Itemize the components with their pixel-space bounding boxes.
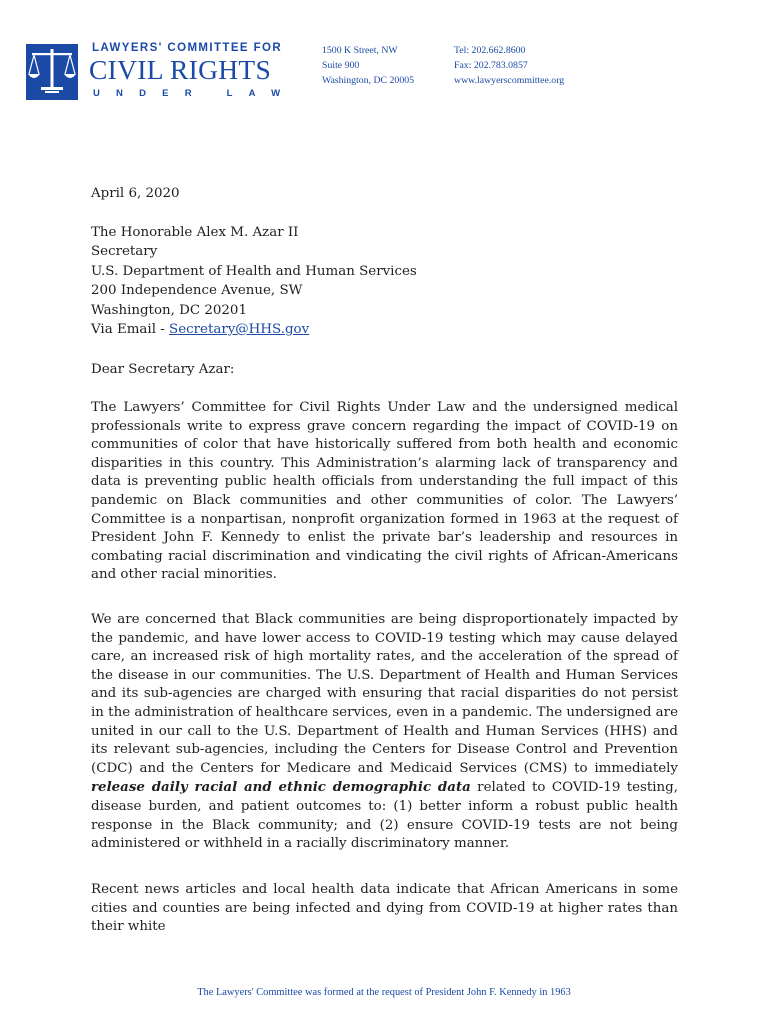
body-paragraph-2 — [91, 611, 678, 854]
paragraph-2-text-after: related to COVID-19 testing, disease burden, and patient outcomes to: (1) better inform a robust public health response in the Black community; and (2) ensure COVID-19 tests are not being administered or withheld in a racially discriminatory manner. — [91, 780, 678, 852]
scales-of-justice-icon — [26, 44, 78, 100]
letterhead-footer: The Lawyers' Committee was formed at the request of President John F. Kennedy in 1963 — [197, 987, 571, 998]
recipient-street: 200 Independence Avenue, SW — [91, 283, 303, 299]
organization-logo — [26, 42, 297, 104]
contact-phone: Tel: 202.662.8600 — [454, 45, 526, 56]
recipient-email-line — [91, 321, 417, 340]
contact-fax: Fax: 202.783.0857 — [454, 60, 528, 71]
address-line: Suite 900 — [322, 60, 360, 71]
recipient-city: Washington, DC 20201 — [91, 302, 247, 318]
address-line: 1500 K Street, NW — [322, 45, 398, 56]
logo-org-line2: CIVIL RIGHTS — [89, 54, 272, 85]
paragraph-2-emphasis: release daily racial and ethnic demographic data — [91, 779, 471, 796]
contact-website[interactable]: www.lawyerscommittee.org — [454, 75, 565, 86]
logo-org-line3: UNDER LAW — [93, 88, 297, 99]
recipient-department: U.S. Department of Health and Human Services — [91, 263, 417, 279]
letterhead-contact — [454, 43, 564, 88]
recipient-block — [91, 224, 417, 340]
logo-org-line1: LAWYERS' COMMITTEE FOR — [92, 42, 283, 54]
email-prefix: Via Email - — [91, 321, 170, 337]
paragraph-2-text-before: We are concerned that Black communities are being disproportionately impacted by the pandemic, and have lower access to COVID-19 testing which may cause delayed care, an increased risk of high mortality rates, and the acceleration of the spread of the disease in our communities. The U.S. Department of Health and Human Services and its sub-agencies are charged with ensuring that racial disparities do not persist in the administration of healthcare services, even in a pandemic. The undersigned are united in our call to the U.S. Department of Health and Human Services (HHS) and its relevant sub-agencies, including the Centers for Disease Control and Prevention (CDC) and the Centers for Medicare and Medicaid Services (CMS) to immediately — [91, 612, 678, 776]
recipient-name: The Honorable Alex M. Azar II — [91, 225, 299, 240]
letterhead-address — [322, 43, 414, 88]
body-paragraph-1: The Lawyers’ Committee for Civil Rights Under Law and the undersigned medical professionals write to express grave concern regarding the impact of COVID-19 on communities of color that have historically suffered from both health and economic disparities in this country. This Administration’s alarming lack of transparency and data is preventing public health officials from understanding the full impact of this pandemic on Black communities and other communities of color. The Lawyers’ Committee is a nonpartisan, nonprofit organization formed in 1963 at the request of President John F. Kennedy to enlist the private bar’s leadership and resources in combating racial discrimination and vindicating the civil rights of African-Americans and other racial minorities. — [91, 400, 678, 583]
body-paragraph-3: Recent news articles and local health data indicate that African Americans in some cities and counties are being infected and dying from COVID-19 at higher rates than their white — [91, 882, 678, 935]
salutation: Dear Secretary Azar: — [91, 362, 235, 377]
letter-date: April 6, 2020 — [91, 186, 180, 201]
recipient-email-link[interactable]: Secretary@HHS.gov — [169, 321, 310, 337]
recipient-title: Secretary — [91, 244, 158, 260]
address-line: Washington, DC 20005 — [322, 75, 415, 86]
